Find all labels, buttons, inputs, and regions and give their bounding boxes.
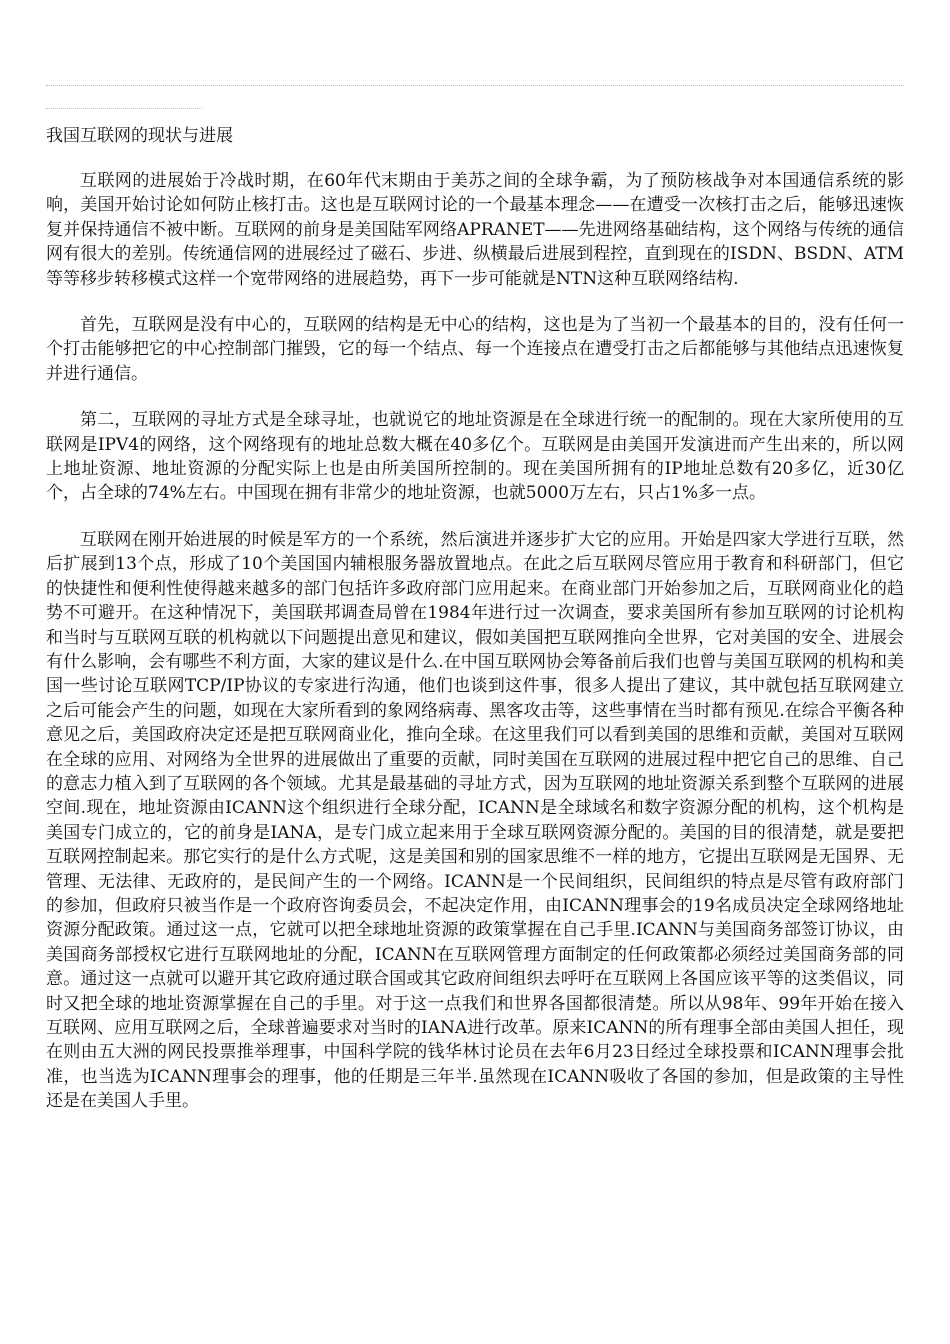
document-body <box>46 124 904 1136</box>
paragraph-history: 互联网在刚开始进展的时候是军方的一个系统，然后演进并逐步扩大它的应用。开始是四家大学进行互联，然后扩展到13个点，形成了10个美国国内辅根服务器放置地点。在此之后互联网尽管应用于教育和科研部门，但它的快捷性和便利性使得越来越多的部门包括许多政府部门应用起来。在商业部门开始参加之后，互联网商业化的趋势不可避开。在这种情况下，美国联邦调查局曾在1984年进行过一次调查，要求美国所有参加互联网的讨论机构和当时与互联网互联的机构就以下问题提出意见和建议，假如美国把互联网推向全世界，它对美国的安全、进展会有什么影响，会有哪些不利方面，大家的建议是什么.在中国互联网协会筹备前后我们也曾与美国互联网的机构和美国一些讨论互联网TCP/IP协议的专家进行沟通，他们也谈到这件事，很多人提出了建议，其中就包括互联网建立之后可能会产生的问题，如现在大家所看到的象网络病毒、黑客攻击等，这些事情在当时都有预见.在综合平衡各种意见之后，美国政府决定还是把互联网商业化，推向全球。在这里我们可以看到美国的思维和贡献，美国对互联网在全球的应用、对网络为全世界的进展做出了重要的贡献，同时美国在互联网的进展过程中把它自己的思维、自己的意志力植入到了互联网的各个领域。尤其是最基础的寻址方式，因为互联网的地址资源关系到整个互联网的进展空间.现在，地址资源由ICANN这个组织进行全球分配，ICANN是全球域名和数字资源分配的机构，这个机构是美国专门成立的，它的前身是IANA，是专门成立起来用于全球互联网资源分配的。美国的目的很清楚，就是要把互联网控制起来。那它实行的是什么方式呢，这是美国和别的国家思维不一样的地方，它提出互联网是无国界、无管理、无法律、无政府的，是民间产生的一个网络。ICANN是一个民间组织，民间组织的特点是尽管有政府部门的参加，但政府只被当作是一个政府咨询委员会，不起决定作用，由ICANN理事会的19名成员决定全球网络地址资源分配政策。通过这一点，它就可以把全球地址资源的政策掌握在自己手里.ICANN与美国商务部签订协议，由美国商务部授权它进行互联网地址的分配，ICANN在互联网管理方面制定的任何政策都必须经过美国商务部的同意。通过这一点就可以避开其它政府通过联合国或其它政府间组织去呼吁在互联网上各国应该平等的这类倡议，同时又把全球的地址资源掌握在自己的手里。对于这一点我们和世界各国都很清楚。所以从98年、99年开始在接入互联网、应用互联网之后，全球普遍要求对当时的IANA进行改革。原来ICANN的所有理事全部由美国人担任，现在则由五大洲的网民投票推举理事，中国科学院的钱华林讨论员在去年6月23日经过全球投票和ICANN理事会批准，也当选为ICANN理事会的理事，他的任期是三年半.虽然现在ICANN吸收了各国的参加，但是政策的主导性还是在美国人手里。 <box>46 529 904 1112</box>
document-title: 我国互联网的现状与进展 <box>46 126 233 146</box>
header-divider <box>46 85 904 86</box>
paragraph-intro: 互联网的进展始于冷战时期，在60年代末期由于美苏之间的全球争霸，为了预防核战争对本国通信系统的影响，美国开始讨论如何防止核打击。这也是互联网讨论的一个最基本理念——在遭受一次核打击之后，能够迅速恢复并保持通信不被中断。互联网的前身是美国陆军网络APRANET——先进网络基础结构，这个网络与传统的通信网有很大的差别。传统通信网的进展经过了磁石、步进、纵横最后进展到程控，直到现在的ISDN、BSDN、ATM等等移步转移模式这样一个宽带网络的进展趋势，再下一步可能就是NTN这种互联网络结构. <box>46 171 904 289</box>
paragraph-first: 首先，互联网是没有中心的，互联网的结构是无中心的结构，这也是为了当初一个最基本的目的，没有任何一个打击能够把它的中心控制部门摧毁，它的每一个结点、每一个连接点在遭受打击之后都能够与其他结点迅速恢复并进行通信。 <box>46 315 904 384</box>
short-divider <box>46 108 202 109</box>
paragraph-second: 第二，互联网的寻址方式是全球寻址，也就说它的地址资源是在全球进行统一的配制的。现在大家所使用的互联网是IPV4的网络，这个网络现有的地址总数大概在40多亿个。互联网是由美国开发演进而产生出来的，所以网上地址资源、地址资源的分配实际上也是由所美国所控制的。现在美国所拥有的IP地址总数有20多亿，近30亿个，占全球的74%左右。中国现在拥有非常少的地址资源，也就5000万左右，只占1%多一点。 <box>46 410 904 504</box>
